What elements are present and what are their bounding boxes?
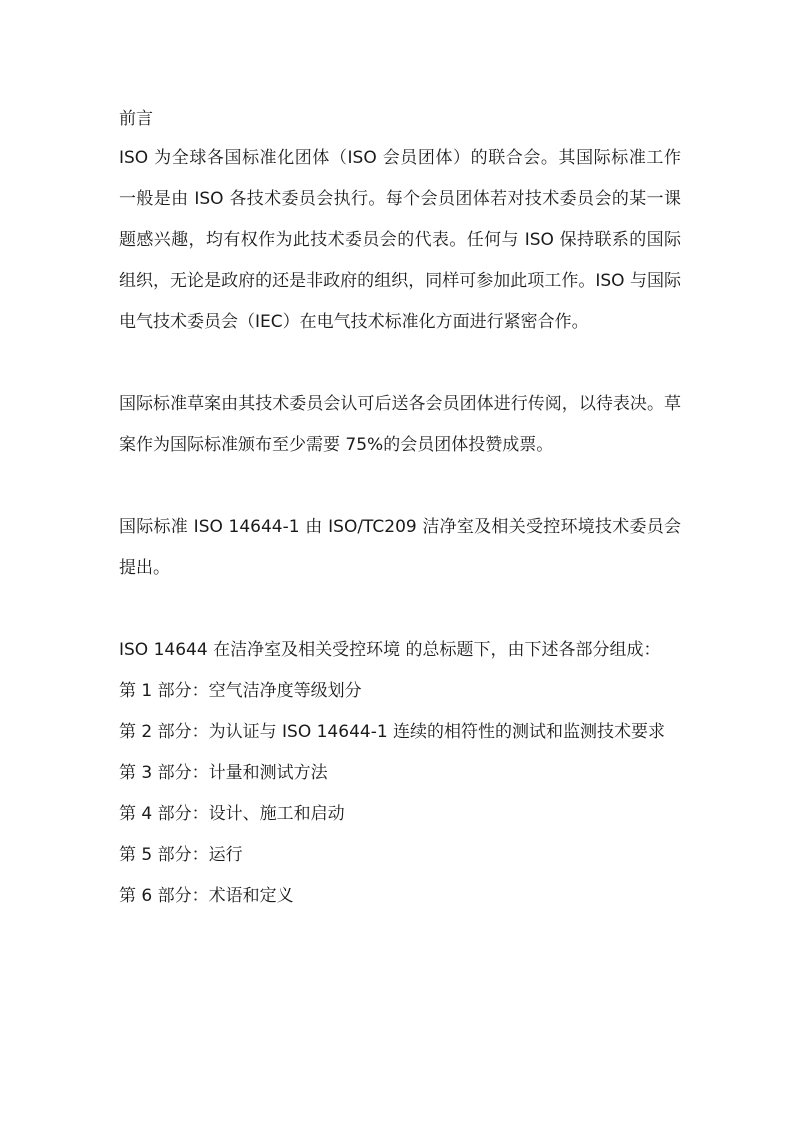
paragraph-iso-intro: ISO 为全球各国标准化团体（ISO 会员团体）的联合会。其国际标准工作一般是由 ISO 各技术委员会执行。每个会员团体若对技术委员会的某一课题感兴趣，均有权作为此技术委员会的代表。任何与 ISO 保持联系的国际组织，无论是政府的还是非政府的组织，同样可参加此项工作。ISO 与国际电气技术委员会（IEC）在电气技术标准化方面进行紧密合作。 xyxy=(119,148,681,332)
page-title: 前言 xyxy=(119,109,153,129)
paragraph-draft-voting: 国际标准草案由其技术委员会认可后送各会员团体进行传阅，以待表决。草案作为国际标准颁布至少需要 75%的会员团体投赞成票。 xyxy=(119,394,681,455)
list-item: 第 1 部分：空气洁净度等级划分 xyxy=(119,681,362,701)
list-item: 第 4 部分：设计、施工和启动 xyxy=(119,804,345,824)
document-body xyxy=(119,100,681,917)
list-item: 第 3 部分：计量和测试方法 xyxy=(119,763,328,783)
paragraph-committee: 国际标准 ISO 14644-1 由 ISO/TC209 洁净室及相关受控环境技术委员会提出。 xyxy=(119,517,681,578)
list-item: 第 2 部分：为认证与 ISO 14644-1 连续的相符性的测试和监测技术要求 xyxy=(119,722,666,742)
parts-intro: ISO 14644 在洁净室及相关受控环境 的总标题下，由下述各部分组成： xyxy=(119,640,661,660)
list-item: 第 5 部分：运行 xyxy=(119,845,243,865)
parts-list xyxy=(119,671,681,917)
list-item: 第 6 部分：术语和定义 xyxy=(119,886,294,906)
